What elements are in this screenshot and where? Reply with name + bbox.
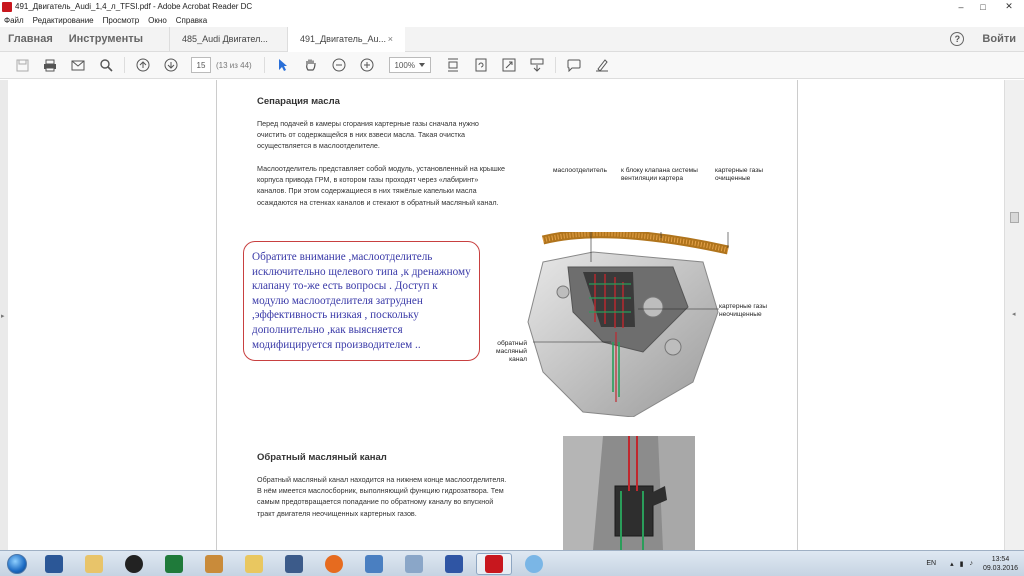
collapse-right-panel-icon[interactable]: ◂ — [1012, 311, 1016, 318]
document-icon — [405, 555, 423, 573]
windows-taskbar — [0, 550, 1024, 576]
expand-left-panel-icon[interactable]: ▸ — [1, 313, 5, 320]
page-number-input[interactable]: 15 — [191, 57, 211, 73]
taskbar-files[interactable] — [76, 553, 112, 575]
email-icon[interactable] — [70, 57, 86, 73]
help-icon[interactable]: ? — [950, 32, 964, 46]
taskbar-app-j[interactable] — [116, 553, 152, 575]
tab-document-491-label: 491_Двигатель_Au... — [300, 34, 387, 44]
select-pointer-icon[interactable] — [275, 57, 291, 73]
next-page-icon[interactable] — [163, 57, 179, 73]
scrollbar-thumb[interactable] — [1010, 212, 1019, 223]
clock[interactable] — [983, 555, 1018, 573]
paragraph-separator: Маслоотделитель представляет собой модуль, установленный на крышке корпуса привода ГРМ, в котором газы проходят через «лабиринт» каналов. При этом содержащиеся в них тяжёлые капельки масла осаждаются на стенках каналов и стекают в обратный масляный канал. — [257, 164, 506, 207]
taskbar-paint[interactable] — [516, 553, 552, 575]
mail-icon — [245, 555, 263, 573]
book-icon — [205, 555, 223, 573]
volume-icon[interactable]: ♪ — [969, 560, 973, 567]
page-margin-right — [798, 80, 1004, 550]
taskbar-network[interactable] — [436, 553, 472, 575]
j-app-icon — [125, 555, 143, 573]
fit-page-icon[interactable] — [445, 57, 461, 73]
zoom-level-value: 100% — [394, 60, 415, 70]
tab-tools[interactable]: Инструменты — [68, 33, 144, 45]
toolbar-divider — [124, 57, 125, 73]
tab-home[interactable]: Главная — [8, 33, 53, 45]
close-window-button[interactable]: ✕ — [994, 0, 1024, 13]
label-return-channel: обратный масляный канал — [496, 340, 527, 363]
comment-icon[interactable] — [566, 57, 582, 73]
taskbar-acrobat[interactable] — [476, 553, 512, 575]
zoom-level-select[interactable] — [389, 57, 431, 73]
oil-separator-diagram — [523, 232, 743, 417]
pdf-page — [216, 80, 798, 550]
login-button[interactable]: Войти — [982, 33, 1016, 45]
tray-arrow-icon[interactable]: ▴ — [950, 560, 954, 568]
paragraph-intro: Перед подачей в камеры сгорания картерные газы сначала нужно очистить от содержащейся в них взвеси масла. Такая очистка осуществляется в маслоотделителе. — [257, 119, 479, 151]
zoom-in-icon[interactable] — [359, 57, 375, 73]
section-heading-return-channel: Обратный масляный канал — [257, 452, 387, 463]
tab-document-491[interactable] — [287, 27, 405, 52]
language-indicator[interactable]: EN — [926, 560, 937, 567]
label-to-valve-block: к блоку клапана системы вентиляции картера — [621, 167, 698, 182]
paragraph-return-channel: Обратный масляный канал находится на нижнем конце маслоотделителя. В нём имеется маслосборник, выполняющий функцию гидрозатвора. Тем самым предотвращается попадание по обратному каналу во впускной тракт двигателя неочищенных картерных газов. — [257, 475, 507, 518]
page-count: (13 из 44) — [216, 60, 252, 70]
taskbar-excel[interactable] — [156, 553, 192, 575]
taskbar-word[interactable] — [36, 553, 72, 575]
vertical-scrollbar[interactable] — [1004, 80, 1024, 550]
label-oil-separator: маслоотделитель — [553, 167, 607, 174]
minimize-button[interactable]: – — [958, 1, 964, 12]
system-tray — [926, 555, 1024, 573]
acrobat-app-icon — [2, 2, 12, 12]
highlight-pen-icon[interactable] — [594, 57, 610, 73]
paint-icon — [525, 555, 543, 573]
speaker-icon — [365, 555, 383, 573]
taskbar-app-book[interactable] — [196, 553, 232, 575]
menu-help[interactable]: Справка — [175, 15, 208, 25]
taskbar-firefox[interactable] — [316, 553, 352, 575]
clock-date: 09.03.2016 — [982, 564, 1018, 572]
tab-document-485-label: 485_Audi Двигател... — [182, 34, 268, 44]
scroll-mode-icon[interactable] — [529, 57, 545, 73]
tab-document-485[interactable] — [169, 27, 287, 52]
save-icon[interactable] — [14, 57, 30, 73]
clock-time: 13:54 — [991, 555, 1010, 563]
zoom-out-icon[interactable] — [331, 57, 347, 73]
tabs-bar — [0, 27, 1024, 52]
menu-edit[interactable]: Редактирование — [32, 15, 94, 25]
start-button[interactable] — [0, 552, 34, 576]
excel-icon — [165, 555, 183, 573]
toolbar-divider — [264, 57, 265, 73]
return-channel-diagram — [563, 436, 695, 550]
page-margin-left — [8, 80, 216, 550]
maximize-button[interactable]: □ — [980, 1, 986, 12]
window-title: 491_Двигатель_Audi_1,4_л_TFSI.pdf - Adobe Acrobat Reader DC — [15, 2, 253, 11]
word-icon — [45, 555, 63, 573]
rotate-page-icon[interactable] — [473, 57, 489, 73]
computer-icon — [445, 555, 463, 573]
menu-bar — [0, 13, 1024, 27]
close-tab-icon[interactable]: × — [387, 34, 394, 44]
windows-orb-icon — [7, 554, 27, 574]
acrobat-icon — [485, 555, 503, 573]
label-dirty-gases: картерные газы неочищенные — [719, 303, 767, 318]
hand-tool-icon[interactable] — [303, 57, 319, 73]
search-icon[interactable] — [98, 57, 114, 73]
document-viewport[interactable] — [0, 80, 1024, 550]
menu-file[interactable]: Файл — [4, 15, 24, 25]
menu-window[interactable]: Окно — [148, 15, 167, 25]
taskbar-audio[interactable] — [356, 553, 392, 575]
media-icon — [285, 555, 303, 573]
toolbar-divider — [555, 57, 556, 73]
full-screen-icon[interactable] — [501, 57, 517, 73]
taskbar-mail[interactable] — [236, 553, 272, 575]
annotation-note[interactable]: Обратите внимание ,маслоотделитель исключительно щелевого типа ,к дренажному клапану то-же есть вопросы . Доступ к модулю маслоотделителя затруднен ,эффективность низкая , поскольку дополнительно ,как выясняется модифицируется производителем .. — [243, 241, 480, 361]
folder-icon — [85, 555, 103, 573]
menu-view[interactable]: Просмотр — [102, 15, 140, 25]
network-icon[interactable]: ▮ — [959, 560, 964, 568]
previous-page-icon[interactable] — [135, 57, 151, 73]
chevron-down-icon — [419, 63, 425, 67]
firefox-icon — [325, 555, 343, 573]
section-heading-oil-separation: Сепарация масла — [257, 96, 340, 107]
left-panel-toggle[interactable] — [0, 80, 8, 550]
toolbar — [0, 52, 1024, 79]
taskbar-app-doc[interactable] — [396, 553, 432, 575]
label-clean-gases: картерные газы очищенные — [715, 167, 763, 182]
taskbar-media[interactable] — [276, 553, 312, 575]
print-icon[interactable] — [42, 57, 58, 73]
title-bar — [0, 0, 1024, 13]
